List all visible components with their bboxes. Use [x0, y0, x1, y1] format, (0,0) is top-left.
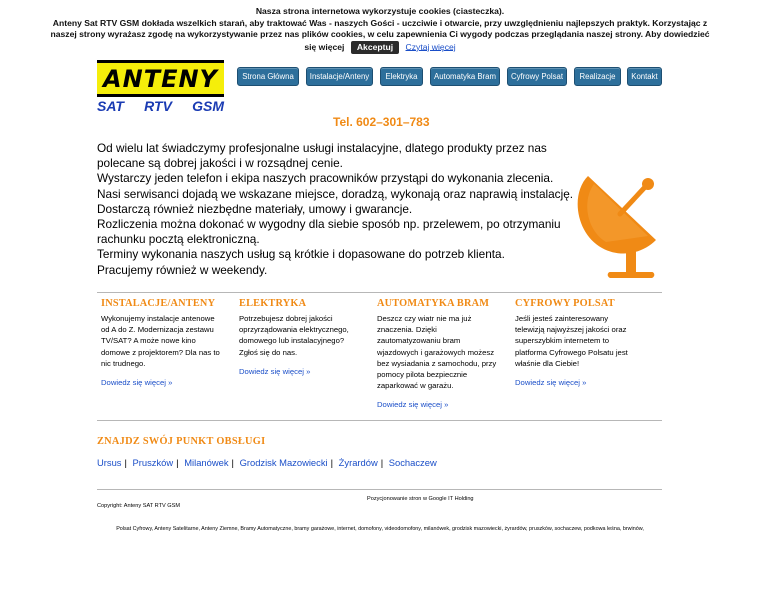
location-link-ursus[interactable]: Ursus: [97, 457, 122, 468]
service-more-link[interactable]: Dowiedz się więcej »: [515, 378, 587, 388]
nav-item-home[interactable]: Strona Główna: [237, 67, 299, 86]
service-line: pomocy pilota bezpiecznie: [377, 370, 468, 380]
intro-line: Terminy wykonania naszych usług są krótkie i dopasowane do potrzeb klienta.: [97, 247, 505, 262]
service-description: [377, 313, 505, 391]
cookie-text-line1: Nasza strona internetowa wykorzystuje cookies (ciasteczka).: [255, 6, 505, 16]
footer-divider: [97, 489, 662, 490]
service-line: zautomatyzowaniu bram: [377, 336, 461, 346]
service-line: zaparkować w garażu.: [377, 381, 454, 391]
nav-item-cyfrowy-polsat[interactable]: Cyfrowy Polsat: [507, 67, 567, 86]
service-line: telewizją najwyższej jakości oraz: [515, 325, 627, 335]
locations-list: [97, 457, 437, 468]
cookie-text-line4: [0, 41, 760, 54]
intro-line: rachunku pocztą elektroniczną.: [97, 232, 260, 247]
service-line: Wykonujemy instalacje antenowe: [101, 314, 215, 323]
nav-item-installations[interactable]: Instalacje/Anteny: [306, 67, 373, 86]
logo-subtitle: [97, 98, 224, 114]
location-link-milanowek[interactable]: Milanówek: [184, 457, 229, 468]
service-line: bez wysiadania z samochodu, przy: [377, 358, 497, 368]
section-divider: [97, 420, 662, 421]
service-description: [239, 313, 367, 358]
section-divider: [97, 292, 662, 293]
service-line: od A do Z. Modernizacja zestawu: [101, 325, 214, 335]
intro-text: [97, 141, 574, 278]
intro-line: Wystarczy jeden telefon i ekipa naszych pracowników przystąpi do wykonania zlecenia.: [97, 171, 554, 186]
intro-line: Dostarczą również niezbędne materiały, umowy i gwarancje.: [97, 201, 413, 216]
nav-item-realizations[interactable]: Realizacje: [574, 67, 621, 86]
service-more-link[interactable]: Dowiedz się więcej »: [377, 400, 449, 410]
service-cyfrowy-polsat: [515, 298, 643, 387]
nav-item-gate-automation[interactable]: Automatyka Bram: [430, 67, 500, 86]
service-description: [515, 313, 643, 369]
service-line: superszybkim internetem to: [515, 336, 609, 346]
logo-box: [97, 60, 224, 97]
logo-sub-rtv: RTV: [144, 98, 172, 114]
footer-keywords: Polsat Cyfrowy, Anteny Satelitarne, Anteny Ziemne, Bramy Automatyczne, bramy garażowe, internet, domofony, videodomofony, milanówek, grodzisk mazowiecki, żyrardów, pruszków, sochaczew, podkowa leśna, brwinów,: [116, 526, 644, 532]
cookie-text-line4-prefix: się więcej: [304, 41, 345, 52]
intro-line: Nasi serwisanci dojadą we wskazane miejsce, doradzą, wykonają oraz naprawią instalację.: [97, 186, 574, 201]
service-line: Potrzebujesz dobrej jakości: [239, 314, 333, 323]
service-installations: [101, 298, 229, 387]
nav-item-electrics[interactable]: Elektryka: [380, 67, 423, 86]
logo-sub-sat: SAT: [97, 98, 124, 114]
service-line: platforma Cyfrowego Polsatu jest: [515, 347, 628, 357]
cookie-text-line2: Anteny Sat RTV GSM dokłada wszelkich starań, aby traktować Was - naszych Gości - uczciwie i otwarcie, przy uwzględnieniu najlepszych praktyk. Korzystając z: [52, 17, 708, 28]
location-link-zyrardow[interactable]: Żyrardów: [338, 457, 378, 468]
cookie-read-more-link[interactable]: Czytaj więcej: [405, 41, 456, 52]
cookie-accept-button[interactable]: Akceptuj: [351, 41, 399, 54]
nav-item-contact[interactable]: Kontakt: [627, 67, 662, 86]
intro-line: Pracujemy również w weekendy.: [97, 262, 268, 277]
location-separator: |: [176, 457, 179, 468]
service-line: znaczenia. Dzięki: [377, 325, 437, 335]
service-title: ELEKTRYKA: [239, 298, 307, 309]
intro-line: polecane są dobrej jakości i w rozsądnej cenie.: [97, 156, 343, 171]
satellite-dish-icon: [568, 156, 668, 286]
service-title: INSTALACJE/ANTENY: [101, 298, 216, 309]
cookie-text-line3: naszej strony wyrażasz zgodę na wykorzystywanie przez nas plików cookies, w celu zapewnienia Ci wygody podczas przeglądania naszej strony. Aby dowiedzieć: [50, 29, 710, 39]
service-line: właśnie dla Ciebie!: [515, 358, 580, 368]
service-gate-automation: [377, 298, 505, 409]
location-link-sochaczew[interactable]: Sochaczew: [388, 457, 437, 468]
location-link-pruszkow[interactable]: Pruszków: [132, 457, 174, 468]
logo-sub-gsm: GSM: [192, 98, 224, 114]
logo-main-text: ANTENY: [103, 65, 218, 93]
footer-positioning-link[interactable]: Pozycjonowanie stron w Google IT Holding: [367, 496, 474, 502]
service-line: wjazdowych i garażowych możesz: [377, 347, 495, 357]
service-electrics: [239, 298, 367, 376]
footer-copyright: Copyright: Anteny SAT RTV GSM: [97, 503, 181, 509]
site-logo[interactable]: [97, 60, 224, 115]
service-more-link[interactable]: Dowiedz się więcej »: [239, 366, 311, 376]
service-more-link[interactable]: Dowiedz się więcej »: [101, 378, 173, 388]
location-separator: |: [124, 457, 127, 468]
service-line: Zgłoś się do nas.: [239, 347, 298, 357]
locations-title: ZNAJDZ SWÓJ PUNKT OBSŁUGI: [97, 436, 266, 447]
phone-number[interactable]: Tel. 602–301–783: [333, 115, 430, 129]
service-title: AUTOMATYKA BRAM: [377, 298, 490, 309]
location-separator: |: [231, 457, 234, 468]
service-description: [101, 313, 229, 369]
service-line: Jeśli jesteś zainteresowany: [515, 314, 609, 323]
service-line: domowe z projektorem? Dla nas to: [101, 347, 220, 357]
location-separator: |: [380, 457, 384, 468]
cookie-banner: [0, 6, 760, 54]
service-line: Deszcz czy wiatr nie ma już: [377, 314, 472, 323]
intro-line: Od wielu lat świadczymy profesjonalne usługi instalacyjne, dlatego produkty przez nas: [97, 141, 547, 155]
service-line: TV/SAT? A może nowe kino: [101, 336, 196, 346]
service-title: CYFROWY POLSAT: [515, 298, 615, 309]
location-separator: |: [330, 457, 334, 468]
service-line: domowego lub instalacyjnego?: [239, 336, 345, 346]
service-line: oprzyrządowania elektrycznego,: [239, 325, 349, 335]
service-line: nic trudnego.: [101, 358, 146, 368]
intro-line: Rozliczenia można dokonać w wygodny dla siebie sposób np. przelewem, po otrzymaniu: [97, 217, 561, 232]
location-link-grodzisk[interactable]: Grodzisk Mazowiecki: [239, 457, 328, 468]
